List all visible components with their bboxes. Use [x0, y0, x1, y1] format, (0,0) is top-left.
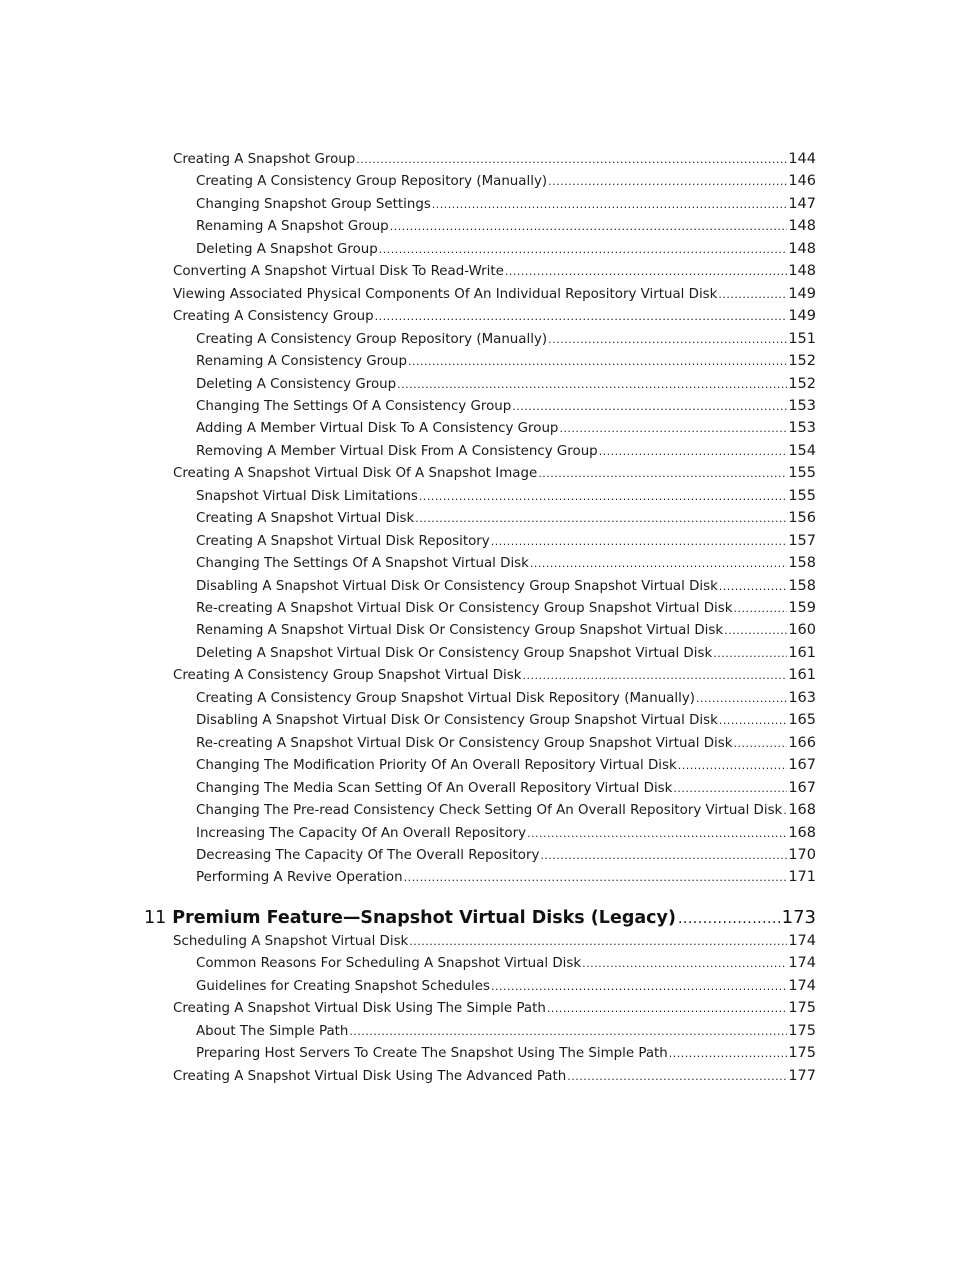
toc-entry[interactable] — [196, 977, 816, 996]
toc-entry-title: Removing A Member Virtual Disk From A Consistency Group — [196, 443, 598, 459]
toc-entry-page-number: 165 — [788, 712, 816, 729]
toc-entry-title: Changing The Settings Of A Consistency Group — [196, 398, 512, 414]
dot-leader — [582, 955, 787, 973]
toc-entry[interactable] — [196, 801, 816, 820]
toc-entry-page-number: 149 — [788, 308, 816, 325]
dot-leader — [547, 1000, 787, 1018]
dot-leader — [419, 488, 787, 506]
toc-entry[interactable] — [173, 262, 816, 281]
dot-leader — [559, 420, 787, 438]
dot-leader — [548, 331, 787, 349]
dot-leader — [719, 712, 787, 730]
toc-entry[interactable] — [196, 217, 816, 236]
toc-entry[interactable] — [196, 240, 816, 259]
dot-leader — [491, 978, 787, 996]
dot-leader — [379, 241, 788, 259]
toc-entry-page-number: 174 — [788, 977, 816, 994]
chapter-heading[interactable] — [144, 906, 816, 931]
dot-leader — [724, 622, 787, 640]
toc-entry-title: Renaming A Consistency Group — [196, 354, 408, 370]
toc-entry-title: Increasing The Capacity Of An Overall Repository — [196, 825, 527, 841]
toc-entry-title: About The Simple Path — [196, 1023, 349, 1039]
dot-leader — [404, 869, 788, 887]
toc-entry-title: Adding A Member Virtual Disk To A Consistency Group — [196, 421, 559, 437]
toc-entry-title: Creating A Consistency Group Repository (Manually) — [196, 174, 548, 190]
toc-entry-page-number: 147 — [788, 195, 816, 212]
toc-entry[interactable] — [173, 285, 816, 304]
toc-entry-page-number: 153 — [788, 397, 816, 414]
dot-leader — [397, 376, 787, 394]
toc-entry-page-number: 174 — [788, 955, 816, 972]
toc-entry[interactable] — [196, 487, 816, 506]
dot-leader — [356, 151, 787, 169]
toc-entry-title: Scheduling A Snapshot Virtual Disk — [173, 934, 409, 949]
toc-entry-title: Creating A Snapshot Virtual Disk Repository — [196, 533, 490, 549]
toc-entry-page-number: 153 — [788, 420, 816, 437]
toc-entry-title: Common Reasons For Scheduling A Snapshot Virtual Disk — [196, 956, 582, 972]
toc-entry[interactable] — [196, 397, 816, 416]
toc-entry-page-number: 146 — [788, 173, 816, 190]
toc-entry-title: Renaming A Snapshot Virtual Disk Or Consistency Group Snapshot Virtual Disk — [196, 623, 724, 639]
chapter-title: Premium Feature—Snapshot Virtual Disks (Legacy) — [172, 908, 676, 928]
toc-entry[interactable] — [196, 172, 816, 191]
dot-leader — [678, 907, 780, 931]
toc-entry-page-number: 168 — [788, 824, 816, 841]
toc-entry-title: Creating A Consistency Group Snapshot Virtual Disk Repository (Manually) — [196, 690, 695, 706]
dot-leader — [512, 398, 787, 416]
toc-entry-title: Creating A Consistency Group Snapshot Virtual Disk — [173, 668, 522, 684]
toc-entry-title: Changing The Pre-read Consistency Check Setting Of An Overall Repository Virtual Disk — [196, 803, 783, 819]
toc-entry-page-number: 157 — [788, 532, 816, 549]
toc-entry[interactable] — [196, 532, 816, 551]
toc-entry-page-number: 148 — [788, 240, 816, 257]
toc-entry-page-number: 159 — [788, 600, 816, 616]
dot-leader — [349, 1023, 787, 1041]
toc-entry[interactable] — [196, 330, 816, 349]
dot-leader — [669, 1045, 788, 1063]
toc-entry[interactable] — [173, 150, 816, 169]
toc-entry-page-number: 148 — [788, 218, 816, 235]
toc-entry[interactable] — [196, 577, 816, 596]
toc-entry-page-number: 152 — [788, 375, 816, 392]
dot-leader — [719, 578, 787, 596]
toc-entry[interactable] — [196, 442, 816, 461]
dot-leader — [713, 645, 787, 663]
toc-entry-page-number: 175 — [788, 1045, 816, 1062]
dot-leader — [505, 263, 787, 281]
toc-entry[interactable] — [196, 689, 816, 708]
dot-leader — [527, 825, 787, 843]
toc-entry[interactable] — [196, 509, 816, 528]
dot-leader — [409, 933, 787, 951]
toc-entry-page-number: 163 — [788, 689, 816, 706]
toc-entry[interactable] — [196, 711, 816, 730]
chapter-page-number: 173 — [781, 907, 816, 928]
toc-entry[interactable] — [196, 1044, 816, 1063]
dot-leader — [538, 465, 787, 483]
toc-entry[interactable] — [196, 352, 816, 371]
toc-entry[interactable] — [196, 375, 816, 394]
toc-entry-page-number: 166 — [788, 734, 816, 751]
dot-leader — [390, 218, 788, 236]
toc-entry-page-number: 144 — [788, 151, 816, 167]
toc-entry[interactable] — [173, 464, 816, 483]
toc-entry[interactable] — [196, 621, 816, 640]
toc-entry-page-number: 167 — [788, 757, 816, 774]
chapter-number: 11 — [144, 908, 167, 928]
toc-entry-page-number: 156 — [788, 510, 816, 527]
toc-entry[interactable] — [173, 307, 816, 326]
toc-entry-page-number: 174 — [788, 933, 816, 949]
toc-entry-page-number: 175 — [788, 1000, 816, 1017]
toc-entry[interactable] — [173, 666, 816, 685]
dot-leader — [432, 196, 788, 214]
dot-leader — [599, 443, 788, 461]
toc-entry-title: Disabling A Snapshot Virtual Disk Or Consistency Group Snapshot Virtual Disk — [196, 578, 718, 594]
dot-leader — [415, 510, 787, 528]
toc-entry[interactable] — [196, 868, 816, 887]
toc-entry-title: Renaming A Snapshot Group — [196, 219, 389, 235]
toc-entry[interactable] — [196, 779, 816, 798]
dot-leader — [408, 353, 787, 371]
dot-leader — [783, 802, 787, 820]
toc-entry-title: Creating A Snapshot Virtual Disk Of A Snapshot Image — [173, 466, 538, 482]
toc-entry-title: Deleting A Consistency Group — [196, 376, 397, 392]
toc-entry[interactable] — [196, 1022, 816, 1041]
toc-entry[interactable] — [173, 999, 816, 1018]
toc-entry[interactable] — [196, 954, 816, 973]
dot-leader — [540, 847, 787, 865]
dot-leader — [733, 735, 787, 753]
dot-leader — [530, 555, 787, 573]
toc-entry-page-number: 175 — [788, 1022, 816, 1039]
toc-entry[interactable] — [196, 734, 816, 753]
dot-leader — [548, 173, 787, 191]
toc-entry[interactable] — [196, 756, 816, 775]
toc-entry-title: Changing The Media Scan Setting Of An Overall Repository Virtual Disk — [196, 780, 673, 796]
toc-entry-page-number: 148 — [788, 263, 816, 280]
dot-leader — [375, 308, 788, 326]
dot-leader — [523, 667, 788, 685]
toc-entry[interactable] — [173, 932, 816, 951]
toc-entry-page-number: 167 — [788, 779, 816, 796]
toc-entry[interactable] — [196, 195, 816, 214]
toc-entry-page-number: 154 — [788, 442, 816, 459]
toc-entry-title: Disabling A Snapshot Virtual Disk Or Consistency Group Snapshot Virtual Disk — [196, 713, 718, 729]
toc-entry-page-number: 177 — [788, 1067, 816, 1084]
toc-entry-page-number: 158 — [788, 555, 816, 572]
toc-entry-title: Deleting A Snapshot Virtual Disk Or Consistency Group Snapshot Virtual Disk — [196, 645, 713, 661]
toc-entry-title: Changing Snapshot Group Settings — [196, 196, 431, 212]
dot-leader — [733, 600, 787, 618]
dot-leader — [696, 690, 787, 708]
toc-entry[interactable] — [196, 644, 816, 663]
toc-entry-title: Guidelines for Creating Snapshot Schedules — [196, 978, 490, 994]
toc-entry-title: Re-creating A Snapshot Virtual Disk Or Consistency Group Snapshot Virtual Disk — [196, 601, 733, 616]
toc-entry-title: Re-creating A Snapshot Virtual Disk Or Consistency Group Snapshot Virtual Disk — [196, 735, 733, 751]
toc-entry-title: Deleting A Snapshot Group — [196, 241, 378, 257]
toc-entry[interactable] — [196, 846, 816, 865]
toc-entry-page-number: 149 — [788, 285, 816, 302]
toc-entry-page-number: 168 — [788, 802, 816, 819]
toc-entry-page-number: 171 — [788, 869, 816, 886]
toc-entry[interactable] — [196, 419, 816, 438]
toc-entry[interactable] — [173, 1067, 816, 1086]
toc-entry-page-number: 152 — [788, 353, 816, 370]
toc-entry-title: Converting A Snapshot Virtual Disk To Read-Write — [173, 264, 504, 280]
dot-leader — [718, 286, 787, 304]
toc-entry-page-number: 161 — [788, 644, 816, 661]
toc-entry-page-number: 160 — [788, 622, 816, 639]
toc-entry-title: Creating A Consistency Group Repository (Manually) — [196, 331, 548, 347]
toc-entry[interactable] — [196, 599, 816, 618]
toc-entry-title: Creating A Snapshot Virtual Disk Using The Advanced Path — [173, 1068, 567, 1084]
toc-entry-page-number: 161 — [788, 667, 816, 684]
toc-entry-page-number: 170 — [788, 846, 816, 863]
toc-entry-title: Creating A Snapshot Virtual Disk Using The Simple Path — [173, 1001, 546, 1017]
toc-entry-title: Performing A Revive Operation — [196, 870, 403, 886]
toc-entry[interactable] — [196, 554, 816, 573]
toc-entry-title: Creating A Snapshot Group — [173, 152, 356, 167]
toc-entry-title: Changing The Modification Priority Of An Overall Repository Virtual Disk — [196, 758, 677, 774]
toc-entry-page-number: 158 — [788, 577, 816, 594]
dot-leader — [491, 533, 788, 551]
toc-entry-title: Creating A Snapshot Virtual Disk — [196, 511, 415, 527]
toc-entry-title: Changing The Settings Of A Snapshot Virtual Disk — [196, 556, 529, 572]
toc-entry[interactable] — [196, 824, 816, 843]
toc-entry-page-number: 155 — [788, 487, 816, 504]
toc-entry-page-number: 151 — [788, 330, 816, 347]
dot-leader — [673, 780, 787, 798]
toc-entry-page-number: 155 — [788, 465, 816, 482]
toc-entry-title: Preparing Host Servers To Create The Snapshot Using The Simple Path — [196, 1046, 668, 1062]
toc-entry-title: Creating A Consistency Group — [173, 309, 374, 325]
dot-leader — [678, 757, 788, 775]
toc-entry-title: Snapshot Virtual Disk Limitations — [196, 488, 418, 504]
dot-leader — [567, 1068, 787, 1086]
toc-entry-title: Decreasing The Capacity Of The Overall Repository — [196, 847, 540, 863]
toc-entry-title: Viewing Associated Physical Components Of An Individual Repository Virtual Disk — [173, 286, 718, 302]
